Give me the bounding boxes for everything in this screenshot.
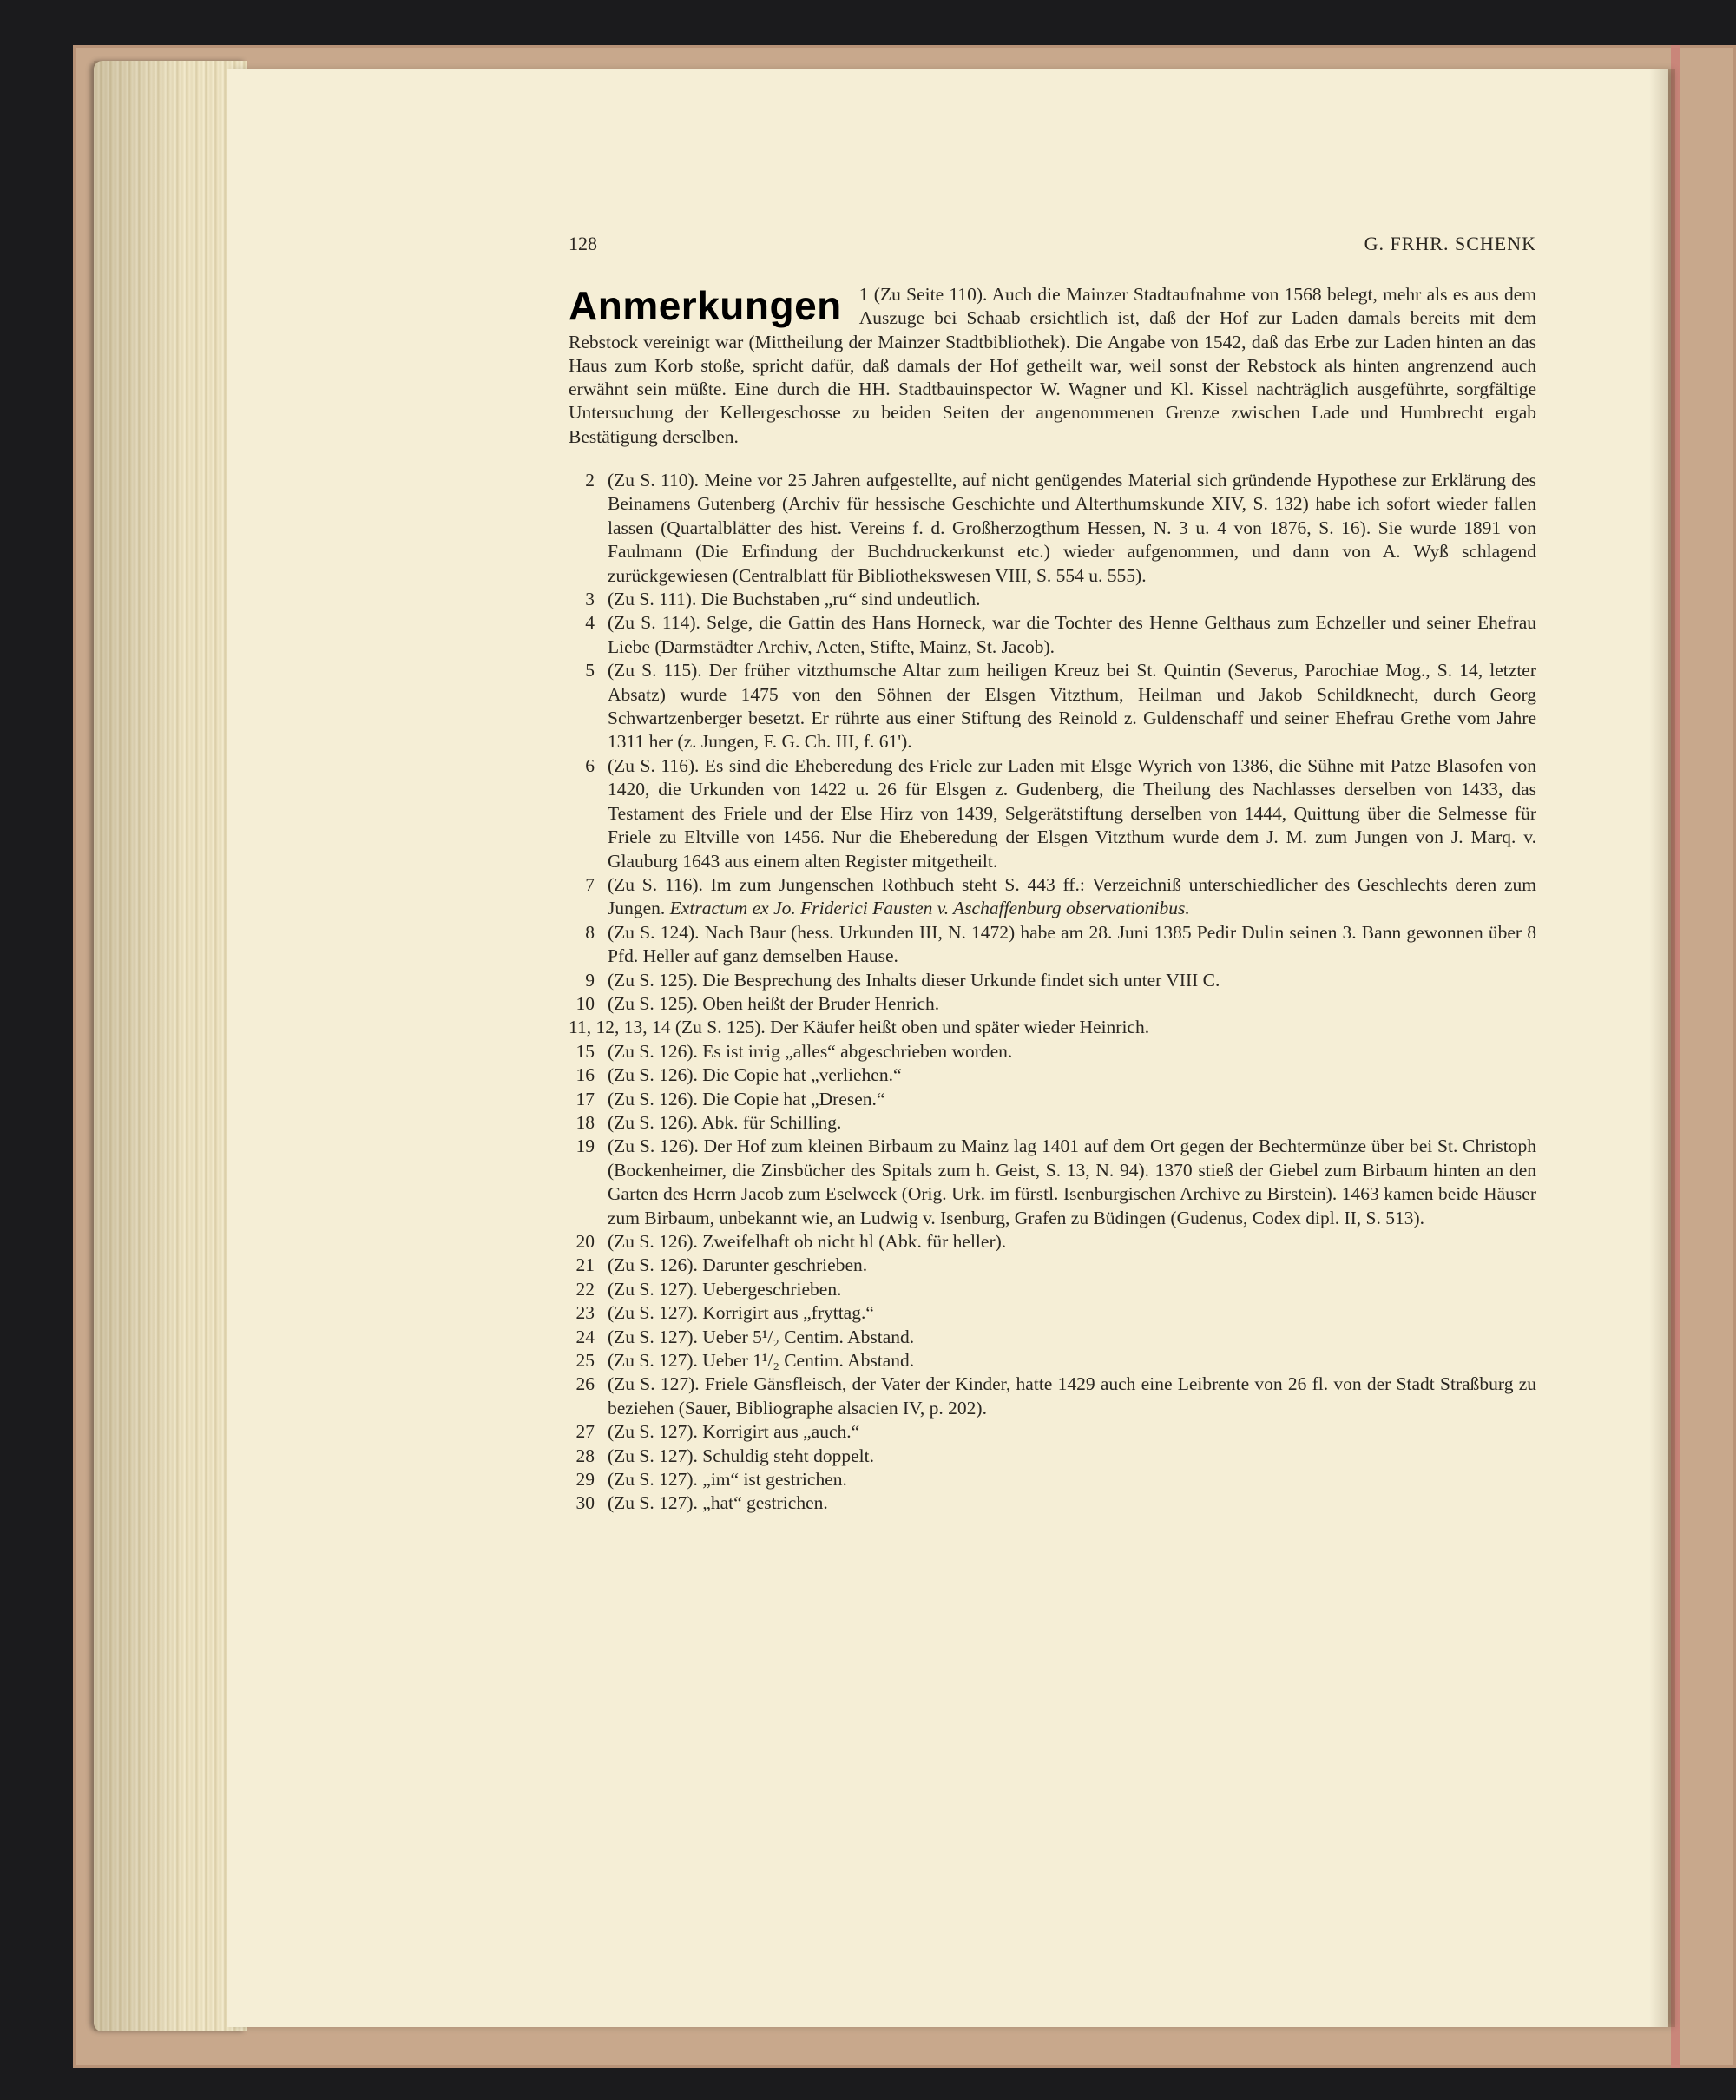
note-item bbox=[569, 754, 1536, 873]
section-title: Anmerkungen bbox=[569, 283, 842, 328]
note-italic-citation: Extractum ex Jo. Friderici Fausten v. Aschaffenburg observationibus. bbox=[665, 898, 1190, 919]
page-header bbox=[569, 233, 1536, 259]
note-item bbox=[569, 969, 1536, 992]
note-number: 29 bbox=[575, 1469, 595, 1491]
note-text: (Zu S. 110). Meine vor 25 Jahren aufgestellte, auf nicht genügendes Material sich gründende Hypothese zur Erklärung des Beinamens Gutenberg (Archiv für hessische Geschichte und Alterthumskunde XIV, S. 132) habe ich sofort wieder fallen lassen (Quartalblätter des hist. Vereins f. d. Großherzogthum Hessen, N. 3 u. 4 von 1876, S. 16). Sie wurde 1891 von Faulmann (Die Erfindung der Buchdruckerkunst etc.) wieder aufgenommen, und dann von A. Wyß schlagend zurückgewiesen (Centralblatt für Bibliothekswesen VIII, S. 554 u. 555). bbox=[608, 470, 1536, 586]
running-head: G. FRHR. SCHENK bbox=[1364, 233, 1536, 254]
note-item bbox=[569, 1373, 1536, 1420]
note-item bbox=[569, 1230, 1536, 1254]
note-number: 24 bbox=[575, 1326, 595, 1347]
note-1: 1 (Zu Seite 110). Auch die Mainzer Stadtaufnahme von 1568 belegt, mehr als es aus dem Auszuge bei Schaab ersichtlich ist, daß der Hof zur Laden damals bereits mit dem Rebstock vereinigt war (Mittheilung der Mainzer Stadtbibliothek). Die Angabe von 1542, daß das Erbe zur Laden hinten an das Haus zum Korb stoße, spricht dafür, daß damals der Hof getheilt war, weil sonst der Rebstock als hinten angrenzend auch erwähnt sein müßte. Eine durch die HH. Stadtbauinspector W. Wagner und Kl. Kissel nachträglich ausgeführte, sorgfältige Untersuchung der Kellergeschosse zu beiden Seiten der angenommenen Grenze zwischen Lade und Humbrecht ergab Bestätigung derselben. bbox=[569, 284, 1536, 447]
note-item bbox=[569, 1254, 1536, 1277]
note-item bbox=[569, 1445, 1536, 1468]
note-number: 3 bbox=[585, 589, 595, 610]
note-text: (Zu S. 116). Im zum Jungenschen Rothbuch steht S. 443 ff.: Verzeichniß unterschiedlicher des Geschlechts deren zum Jungen. bbox=[608, 873, 1536, 919]
page-stack-shadow bbox=[94, 61, 247, 2031]
note-number: 18 bbox=[575, 1111, 595, 1133]
note-item bbox=[569, 659, 1536, 754]
note-text: (Zu S. 127). Korrigirt aus „fryttag.“ bbox=[608, 1302, 874, 1324]
note-text: (Zu S. 126). Zweifelhaft ob nicht hl (Abk. für heller). bbox=[608, 1231, 1007, 1252]
note-number: 28 bbox=[575, 1445, 595, 1466]
note-item bbox=[569, 1301, 1536, 1325]
note-text: (Zu S. 127). Friele Gänsfleisch, der Vater der Kinder, hatte 1429 auch eine Leibrente von 26 fl. von der Stadt Straßburg zu beziehen (Sauer, Bibliographe alsacien IV, p. 202). bbox=[608, 1373, 1536, 1419]
note-item bbox=[569, 1063, 1536, 1087]
note-text: (Zu S. 127). Ueber 1¹/₂ Centim. Abstand. bbox=[608, 1350, 915, 1372]
note-item bbox=[569, 1326, 1536, 1349]
note-text: (Zu S. 125). Die Besprechung des Inhalts dieser Urkunde findet sich unter VIII C. bbox=[608, 969, 1220, 991]
note-item bbox=[569, 873, 1536, 921]
note-item bbox=[569, 469, 1536, 588]
note-item bbox=[569, 992, 1536, 1016]
page-gutter-shadow bbox=[1649, 69, 1675, 2027]
note-number: 25 bbox=[575, 1350, 595, 1372]
note-number: 9 bbox=[585, 969, 595, 991]
section-intro bbox=[569, 283, 1536, 449]
note-text: (Zu S. 126). Abk. für Schilling. bbox=[608, 1111, 842, 1133]
note-number: 22 bbox=[575, 1278, 595, 1300]
note-text: (Zu S. 116). Es sind die Eheberedung des Friele zur Laden mit Elsge Wyrich von 1386, die Sühne mit Patze Blasofen von 1420, die Urkunden von 1422 u. 26 für Elsgen z. Gudenberg, die Theilung des Nachlasses derselben von 1433, das Testament des Friele und der Else Hirz von 1439, Selgerätstiftung derselben von 1444, Quittung über die Selmesse für Friele zu Eltville von 1456. Nur die Eheberedung der Elsgen Vitzthum wurde dem J. M. zum Jungen von J. Marq. v. Glauburg 1643 aus einem alten Register mitgetheilt. bbox=[608, 754, 1536, 872]
note-text: (Zu S. 126). Die Copie hat „Dresen.“ bbox=[608, 1088, 885, 1109]
note-item bbox=[569, 1278, 1536, 1301]
note-number: 17 bbox=[575, 1088, 595, 1109]
note-number: 16 bbox=[575, 1064, 595, 1086]
note-text: (Zu S. 125). Oben heißt der Bruder Henrich. bbox=[608, 992, 940, 1014]
note-number: 21 bbox=[575, 1254, 595, 1276]
note-number: 7 bbox=[585, 873, 595, 895]
note-text: (Zu S. 115). Der früher vitzthumsche Altar zum heiligen Kreuz bei St. Quintin (Severus, Parochiae Mog., S. 14, letzter Absatz) wurde 1475 von den Söhnen der Elsgen Vitzthum, Heilman und Jakob Schildknecht, durch Georg Schwartzenberger besetzt. Er rührte aus einer Stiftung des Reinold z. Guldenschaff und seiner Ehefrau Grethe vom Jahre 1311 her (z. Jungen, F. G. Ch. III, f. 61'). bbox=[608, 660, 1536, 753]
note-item bbox=[569, 588, 1536, 611]
note-item bbox=[569, 1468, 1536, 1491]
note-item bbox=[569, 1420, 1536, 1444]
note-text: (Zu S. 125). Der Käufer heißt oben und später wieder Heinrich. bbox=[670, 1017, 1150, 1038]
note-text: (Zu S. 114). Selge, die Gattin des Hans Horneck, war die Tochter des Henne Gelthaus zum Echzeller und seiner Ehefrau Liebe (Darmstädter Archiv, Acten, Stifte, Mainz, St. Jacob). bbox=[608, 612, 1536, 657]
notes-list bbox=[569, 469, 1536, 1516]
note-number: 8 bbox=[585, 921, 595, 943]
note-item bbox=[569, 611, 1536, 659]
note-number: 4 bbox=[585, 612, 595, 634]
note-text: (Zu S. 127). Uebergeschrieben. bbox=[608, 1278, 842, 1300]
note-item bbox=[569, 1016, 1536, 1039]
note-text: (Zu S. 126). Die Copie hat „verliehen.“ bbox=[608, 1064, 902, 1086]
note-item bbox=[569, 1135, 1536, 1230]
note-number: 23 bbox=[575, 1302, 595, 1324]
note-number: 6 bbox=[585, 754, 595, 776]
note-text: (Zu S. 127). Ueber 5¹/₂ Centim. Abstand. bbox=[608, 1326, 915, 1347]
page-number: 128 bbox=[569, 233, 597, 254]
note-number: 20 bbox=[575, 1231, 595, 1252]
note-number: 2 bbox=[585, 470, 595, 490]
note-item bbox=[569, 1491, 1536, 1515]
note-number: 26 bbox=[575, 1373, 595, 1395]
note-text: (Zu S. 127). Korrigirt aus „auch.“ bbox=[608, 1421, 860, 1443]
note-item bbox=[569, 1349, 1536, 1373]
note-text: (Zu S. 124). Nach Baur (hess. Urkunden III, N. 1472) habe am 28. Juni 1385 Pedir Dulin seinen 3. Bann gewonnen über 8 Pfd. Heller auf ganz demselben Hause. bbox=[608, 921, 1536, 967]
note-item bbox=[569, 1111, 1536, 1135]
note-number: 5 bbox=[585, 660, 595, 681]
note-item bbox=[569, 921, 1536, 969]
note-text: (Zu S. 126). Der Hof zum kleinen Birbaum zu Mainz lag 1401 auf dem Ort gegen der Bechtermünze über bei St. Christoph (Bockenheimer, die Zinsbücher des Spitals zum h. Geist, S. 13, N. 94). 1370 stieß der Giebel zum Birbaum hinten an den Garten des Herrn Jacob zum Eselweck (Orig. Urk. im fürstl. Isenburgischen Archive zu Birstein). 1463 kamen beide Häuser zum Birbaum, unbekannt wie, an Ludwig v. Isenburg, Grafen zu Büdingen (Gudenus, Codex dipl. II, S. 513). bbox=[608, 1136, 1536, 1228]
note-number: 27 bbox=[575, 1421, 595, 1443]
note-text: (Zu S. 126). Es ist irrig „alles“ abgeschrieben worden. bbox=[608, 1040, 1013, 1062]
note-item bbox=[569, 1088, 1536, 1111]
note-text: (Zu S. 127). „hat“ gestrichen. bbox=[608, 1492, 828, 1514]
note-number: 10 bbox=[575, 992, 595, 1014]
note-number: 15 bbox=[575, 1040, 595, 1062]
note-text: 11, 12, 13, 14 bbox=[569, 1017, 671, 1038]
note-text: (Zu S. 126). Darunter geschrieben. bbox=[608, 1254, 868, 1276]
note-number: 19 bbox=[575, 1136, 595, 1157]
note-text: (Zu S. 127). Schuldig steht doppelt. bbox=[608, 1445, 874, 1466]
note-number: 30 bbox=[575, 1492, 595, 1514]
note-text: (Zu S. 127). „im“ ist gestrichen. bbox=[608, 1469, 847, 1491]
note-text: (Zu S. 111). Die Buchstaben „ru“ sind undeutlich. bbox=[608, 589, 981, 610]
note-item bbox=[569, 1040, 1536, 1063]
